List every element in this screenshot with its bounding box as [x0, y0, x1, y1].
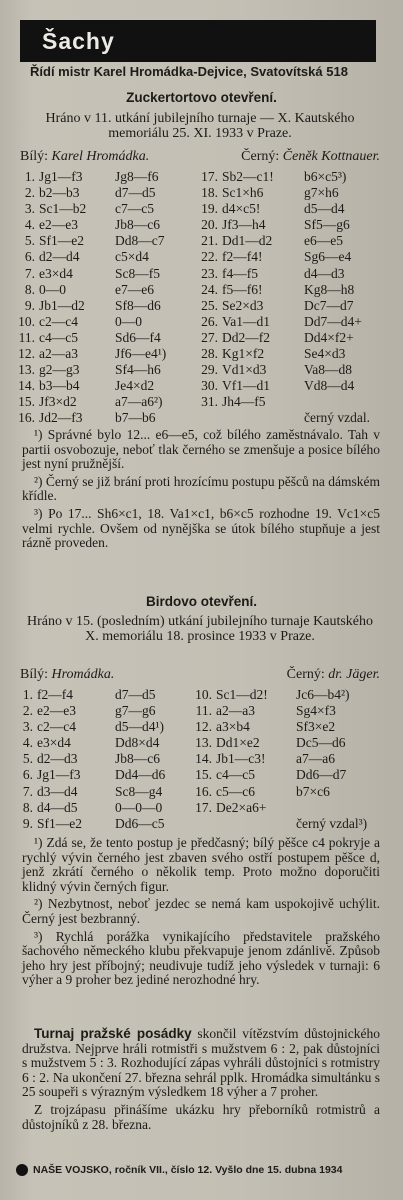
white-move: Jd2—f3: [39, 410, 83, 426]
move-number: 11.: [18, 329, 35, 345]
black-move: Je4×d2: [115, 378, 155, 394]
move-row: [198, 394, 384, 410]
move-row: [17, 800, 195, 816]
footer: [16, 1164, 388, 1176]
move-number: 2.: [22, 703, 33, 719]
white-move: d2—d4: [39, 249, 80, 265]
move-number: 10.: [195, 687, 212, 702]
move-number: 18.: [201, 185, 218, 201]
game2-notes: [22, 836, 380, 991]
move-row: [190, 735, 384, 751]
black-move: d7—d5: [115, 687, 156, 702]
move-row: [17, 362, 195, 378]
white-move: Sc1—b2: [39, 201, 87, 217]
move-row: [198, 233, 384, 249]
move-number: 29.: [201, 362, 218, 378]
game1-moves-left: [17, 169, 195, 427]
tournament-paragraph: [22, 1027, 380, 1100]
move-number: 17.: [195, 799, 212, 815]
move-row: [17, 282, 195, 298]
black-move: g7×h6: [304, 185, 339, 201]
move-row: [17, 201, 195, 217]
move-row: [198, 378, 384, 394]
move-number: [198, 410, 222, 426]
move-row: [198, 298, 384, 314]
black-move: Sf8—d6: [115, 297, 161, 313]
move-number: 19.: [201, 201, 218, 217]
white-move: Vf1—d1: [222, 378, 270, 394]
footnote: ³) Po 17... Sh6×c1, 18. Va1×c1, b6×c5 rozhodne 19. Vc1×c5 velmi rychle. Ovšem od nynějška se útok bílého stupňuje a jest rázně proveden.: [22, 505, 380, 551]
white-move: Sb2—c1!: [222, 169, 274, 184]
move-number: 3.: [22, 719, 33, 735]
move-number: 7.: [22, 783, 33, 799]
black-move: d4—d3: [304, 265, 345, 281]
move-number: 14.: [18, 378, 35, 394]
white-move: Vd1×d3: [222, 362, 267, 378]
black-move: d5—d4: [304, 201, 345, 217]
footer-text: NAŠE VOJSKO, ročník VII., číslo 12. Vyšlo dne 15. dubna 1934: [33, 1164, 343, 1176]
move-row: [17, 217, 195, 233]
black-move: b7×c6: [296, 783, 330, 799]
black-move: e7—e6: [115, 281, 154, 297]
footnote: ²) Černý se již brání proti hrozícímu postupu pěšců na dámském křídle.: [22, 473, 380, 504]
white-move: d4×c5!: [222, 201, 261, 217]
black-move: Se4×d3: [304, 346, 346, 362]
move-row: [17, 767, 195, 783]
footnote: ¹) Správné bylo 12... e6—e5, což bílého zaměstnávalo. Tah v partii osvobozuje, neboť tlak černého se zmenšuje a posice bílého jest nyní pružnější.: [22, 427, 380, 472]
white-move: d2—d3: [37, 751, 78, 767]
move-number: 13.: [18, 362, 35, 378]
move-row: [17, 346, 195, 362]
move-row: [190, 800, 384, 816]
white-move: Sf1—e2: [39, 233, 84, 249]
black-move: 0—0—0: [115, 799, 163, 815]
black-move: Dc7—d7: [304, 297, 354, 313]
white-move: Va1—d1: [222, 313, 270, 329]
tournament-closing: Z trojzápasu přinášíme ukázku hry přeborníků rotmistrů a důstojníků z 28. března.: [22, 1101, 380, 1132]
move-row: [17, 266, 195, 282]
move-row: [17, 330, 195, 346]
black-move: b6×c5³): [304, 169, 347, 184]
move-row: [190, 767, 384, 783]
move-number: 16.: [195, 783, 212, 799]
move-number: 9.: [24, 297, 35, 313]
black-move: Sg6—e4: [304, 249, 352, 265]
black-move: a7—a6²): [115, 394, 163, 410]
move-row: [17, 703, 195, 719]
game2-players: [20, 667, 380, 683]
white-move: f4—f5: [222, 265, 258, 281]
move-number: 20.: [201, 217, 218, 233]
black-move: Kg8—h8: [304, 281, 355, 297]
move-row: [17, 687, 195, 703]
black-move: Dc5—d6: [296, 735, 346, 751]
move-row: [17, 378, 195, 394]
move-number: 25.: [201, 297, 218, 313]
black-move: Jb8—c6: [115, 751, 160, 767]
move-row: [198, 169, 384, 185]
white-move: Sc1—d2!: [216, 687, 268, 702]
move-number: 5.: [22, 751, 33, 767]
black-move: Sg4×f3: [296, 703, 336, 719]
game1-moves-right: [198, 169, 384, 427]
move-row: [190, 703, 384, 719]
move-number: 15.: [18, 394, 35, 410]
game1-intro: Hráno v 11. utkání jubilejního turnaje — X. Kautského memoriálu 25. XI. 1933 v Praze.: [45, 111, 355, 141]
white-move: f2—f4: [37, 687, 73, 702]
black-move: 0—0: [115, 313, 142, 329]
move-row: [17, 751, 195, 767]
white-move: e2—e3: [39, 217, 78, 233]
white-move: d3—d4: [37, 783, 78, 799]
white-move: 0—0: [39, 281, 66, 297]
black-move: Sc8—f5: [115, 265, 160, 281]
move-number: 6.: [22, 767, 33, 783]
black-move: černý vzdal³): [296, 815, 368, 831]
white-move: Jh4—f5: [222, 394, 266, 410]
game1-title: Zuckertortovo otevření.: [126, 90, 277, 105]
white-move: c2—c4: [39, 313, 78, 329]
white-move: c4—c5: [216, 767, 255, 783]
move-row: [190, 687, 384, 703]
white-move: Jg1—f3: [37, 767, 81, 783]
white-move: Jf3—h4: [222, 217, 266, 233]
white-move: f5—f6!: [222, 281, 263, 297]
black-move: Dd6—d7: [296, 767, 347, 783]
move-number: 10.: [18, 313, 35, 329]
bullet-icon: [16, 1164, 28, 1176]
black-move: černý vzdal.: [304, 410, 370, 426]
move-number: 2.: [24, 185, 35, 201]
white-move: Kg1×f2: [222, 346, 265, 362]
move-row: [190, 784, 384, 800]
move-row: [198, 217, 384, 233]
move-number: 8.: [22, 799, 33, 815]
move-row: [17, 394, 195, 410]
game2-title: Birdovo otevření.: [145, 594, 258, 609]
move-number: 12.: [195, 719, 212, 735]
tournament-report: [22, 1027, 380, 1135]
move-row: [17, 233, 195, 249]
move-number: 26.: [201, 313, 218, 329]
move-row: [198, 266, 384, 282]
move-row: [17, 249, 195, 265]
white-move: e3×d4: [39, 265, 73, 281]
white-move: Jb1—d2: [39, 297, 85, 313]
game1-black: Černý: Čeněk Kottnauer.: [241, 149, 380, 164]
game1-players: [20, 149, 380, 165]
black-move: d5—d4¹): [115, 719, 165, 735]
move-row: [17, 719, 195, 735]
move-number: 27.: [201, 329, 218, 345]
white-move: Dd1×e2: [216, 735, 260, 751]
black-move: Jb8—c6: [115, 217, 160, 233]
white-move: f2—f4!: [222, 249, 263, 265]
move-number: [190, 816, 216, 832]
white-move: Se2×d3: [222, 297, 264, 313]
game2-moves-left: [17, 687, 195, 832]
move-row: [17, 185, 195, 201]
black-move: Jf6—e4¹): [115, 346, 167, 362]
move-row: [190, 816, 384, 832]
white-move: De2×a6+: [216, 799, 267, 815]
white-move: d4—d5: [37, 799, 78, 815]
move-row: [17, 298, 195, 314]
white-move: [216, 816, 296, 832]
move-number: 4.: [22, 735, 33, 751]
black-move: Dd8—c7: [115, 233, 165, 249]
move-row: [17, 816, 195, 832]
white-move: [222, 410, 304, 426]
footnote: ¹) Zdá se, že tento postup je předčasný; bílý pěšce c4 pokryje a rychlý vývin černého jest zbaven svého ostří postupem pěšce d, jenž zkrátí černého o několik temp. Proto možno doporučiti klidný vývin černých figur.: [22, 835, 380, 894]
game1-white: Bílý: Karel Hromádka.: [20, 149, 150, 164]
game2-intro: Hráno v 15. (posledním) utkání jubilejního turnaje Kautského X. memoriálu 18. prosince 1933 v Praze.: [26, 614, 374, 644]
move-number: 11.: [195, 703, 212, 719]
white-move: Jb1—c3!: [216, 751, 266, 767]
move-row: [17, 169, 195, 185]
move-row: [17, 314, 195, 330]
move-number: 28.: [201, 346, 218, 362]
move-number: 9.: [22, 815, 33, 831]
move-number: 16.: [18, 410, 35, 426]
white-move: c2—c4: [37, 719, 76, 735]
black-move: Va8—d8: [304, 362, 352, 378]
white-move: Jf3×d2: [39, 394, 77, 410]
game2-black: Černý: dr. Jäger.: [286, 667, 380, 682]
black-move: b7—b6: [115, 410, 156, 426]
move-number: 1.: [22, 687, 33, 702]
move-number: 24.: [201, 281, 218, 297]
move-number: 3.: [24, 201, 35, 217]
move-number: 7.: [24, 265, 35, 281]
move-row: [190, 751, 384, 767]
black-move: e6—e5: [304, 233, 343, 249]
white-move: Dd2—f2: [222, 329, 270, 345]
move-number: 23.: [201, 265, 218, 281]
white-move: Sc1×h6: [222, 185, 264, 201]
black-move: c5×d4: [115, 249, 149, 265]
white-move: e2—e3: [37, 703, 76, 719]
white-move: b3—b4: [39, 378, 80, 394]
move-row: [198, 410, 384, 426]
white-move: a2—a3: [216, 703, 255, 719]
move-number: 12.: [18, 346, 35, 362]
game2-white: Bílý: Hromádka.: [20, 667, 115, 682]
white-move: g2—g3: [39, 362, 80, 378]
move-row: [198, 282, 384, 298]
black-move: g7—g6: [115, 703, 156, 719]
move-row: [198, 330, 384, 346]
black-move: [296, 800, 384, 816]
move-number: 5.: [24, 233, 35, 249]
move-number: 6.: [24, 249, 35, 265]
move-number: 21.: [201, 233, 218, 249]
move-number: 17.: [201, 169, 218, 184]
black-move: [304, 394, 384, 410]
white-move: a3×b4: [216, 719, 250, 735]
white-move: e3×d4: [37, 735, 71, 751]
move-number: 15.: [195, 767, 212, 783]
black-move: Sf5—g6: [304, 217, 350, 233]
footnote: ³) Rychlá porážka vynikajícího představitele pražského šachového německého klubu překvapuje jenom zdánlivě. Způsob jeho hry jest příbojný; neudivuje tudíž jeho výsledek v turnaji: 6 výher a 9 proher bez jediné nerozhodné hry.: [22, 928, 380, 988]
tournament-lead: Turnaj pražské posádky: [34, 1026, 192, 1041]
black-move: Sc8—g4: [115, 783, 163, 799]
black-move: Dd4×f2+: [304, 329, 354, 345]
footnote: ²) Nezbytnost, neboť jezdec se nemá kam uspokojivě uchýlit. Černý jest bezbranný.: [22, 896, 380, 926]
move-row: [190, 719, 384, 735]
black-move: Dd4—d6: [115, 767, 166, 783]
move-number: 4.: [24, 217, 35, 233]
black-move: a7—a6: [296, 751, 335, 767]
white-move: Dd1—d2: [222, 233, 273, 249]
white-move: b2—b3: [39, 185, 80, 201]
white-move: Sf1—e2: [37, 815, 82, 831]
white-move: c5—c6: [216, 783, 255, 799]
black-move: Jg8—f6: [115, 169, 159, 184]
move-row: [198, 249, 384, 265]
black-move: Sf4—h6: [115, 362, 161, 378]
move-number: 30.: [201, 378, 218, 394]
move-row: [198, 314, 384, 330]
move-number: 14.: [195, 751, 212, 767]
game1-notes: [22, 428, 380, 554]
move-number: 8.: [24, 281, 35, 297]
move-number: 22.: [201, 249, 218, 265]
move-row: [198, 185, 384, 201]
black-move: d7—d5: [115, 185, 156, 201]
black-move: Jc6—b4²): [296, 687, 350, 702]
black-move: c7—c5: [115, 201, 154, 217]
white-move: a2—a3: [39, 346, 78, 362]
black-move: Dd6—c5: [115, 815, 165, 831]
section-header: Šachy: [20, 20, 376, 62]
move-row: [17, 410, 195, 426]
black-move: Dd7—d4+: [304, 313, 362, 329]
black-move: Sd6—f4: [115, 329, 161, 345]
move-number: 1.: [24, 169, 35, 184]
white-move: Jg1—f3: [39, 169, 83, 184]
move-row: [198, 201, 384, 217]
tournament-text: skončil vítězstvím důstojnického družstva. Nejprve hráli rotmistři s mužstvem 6 : 2, pak důstojníci s mužstvem 5 : 3. Rozhodující zápas vyhráli důstojníci s rotmistry 6 : 2. Na ukončení 27. března sehrál pplk. Hromádka simultánku s 25 soupeři s výrazným výsledkem 18 výher a 7 proher.: [22, 1026, 380, 1100]
move-number: 31.: [201, 394, 218, 410]
move-number: 13.: [195, 735, 212, 751]
move-row: [198, 362, 384, 378]
white-move: c4—c5: [39, 329, 78, 345]
black-move: Dd8×d4: [115, 735, 160, 751]
move-row: [17, 735, 195, 751]
move-row: [198, 346, 384, 362]
black-move: Vd8—d4: [304, 378, 355, 394]
black-move: Sf3×e2: [296, 719, 336, 735]
move-row: [17, 784, 195, 800]
editor-line: Řídí mistr Karel Hromádka-Dejvice, Svatovítská 518: [30, 64, 348, 79]
game2-moves-right: [190, 687, 384, 832]
